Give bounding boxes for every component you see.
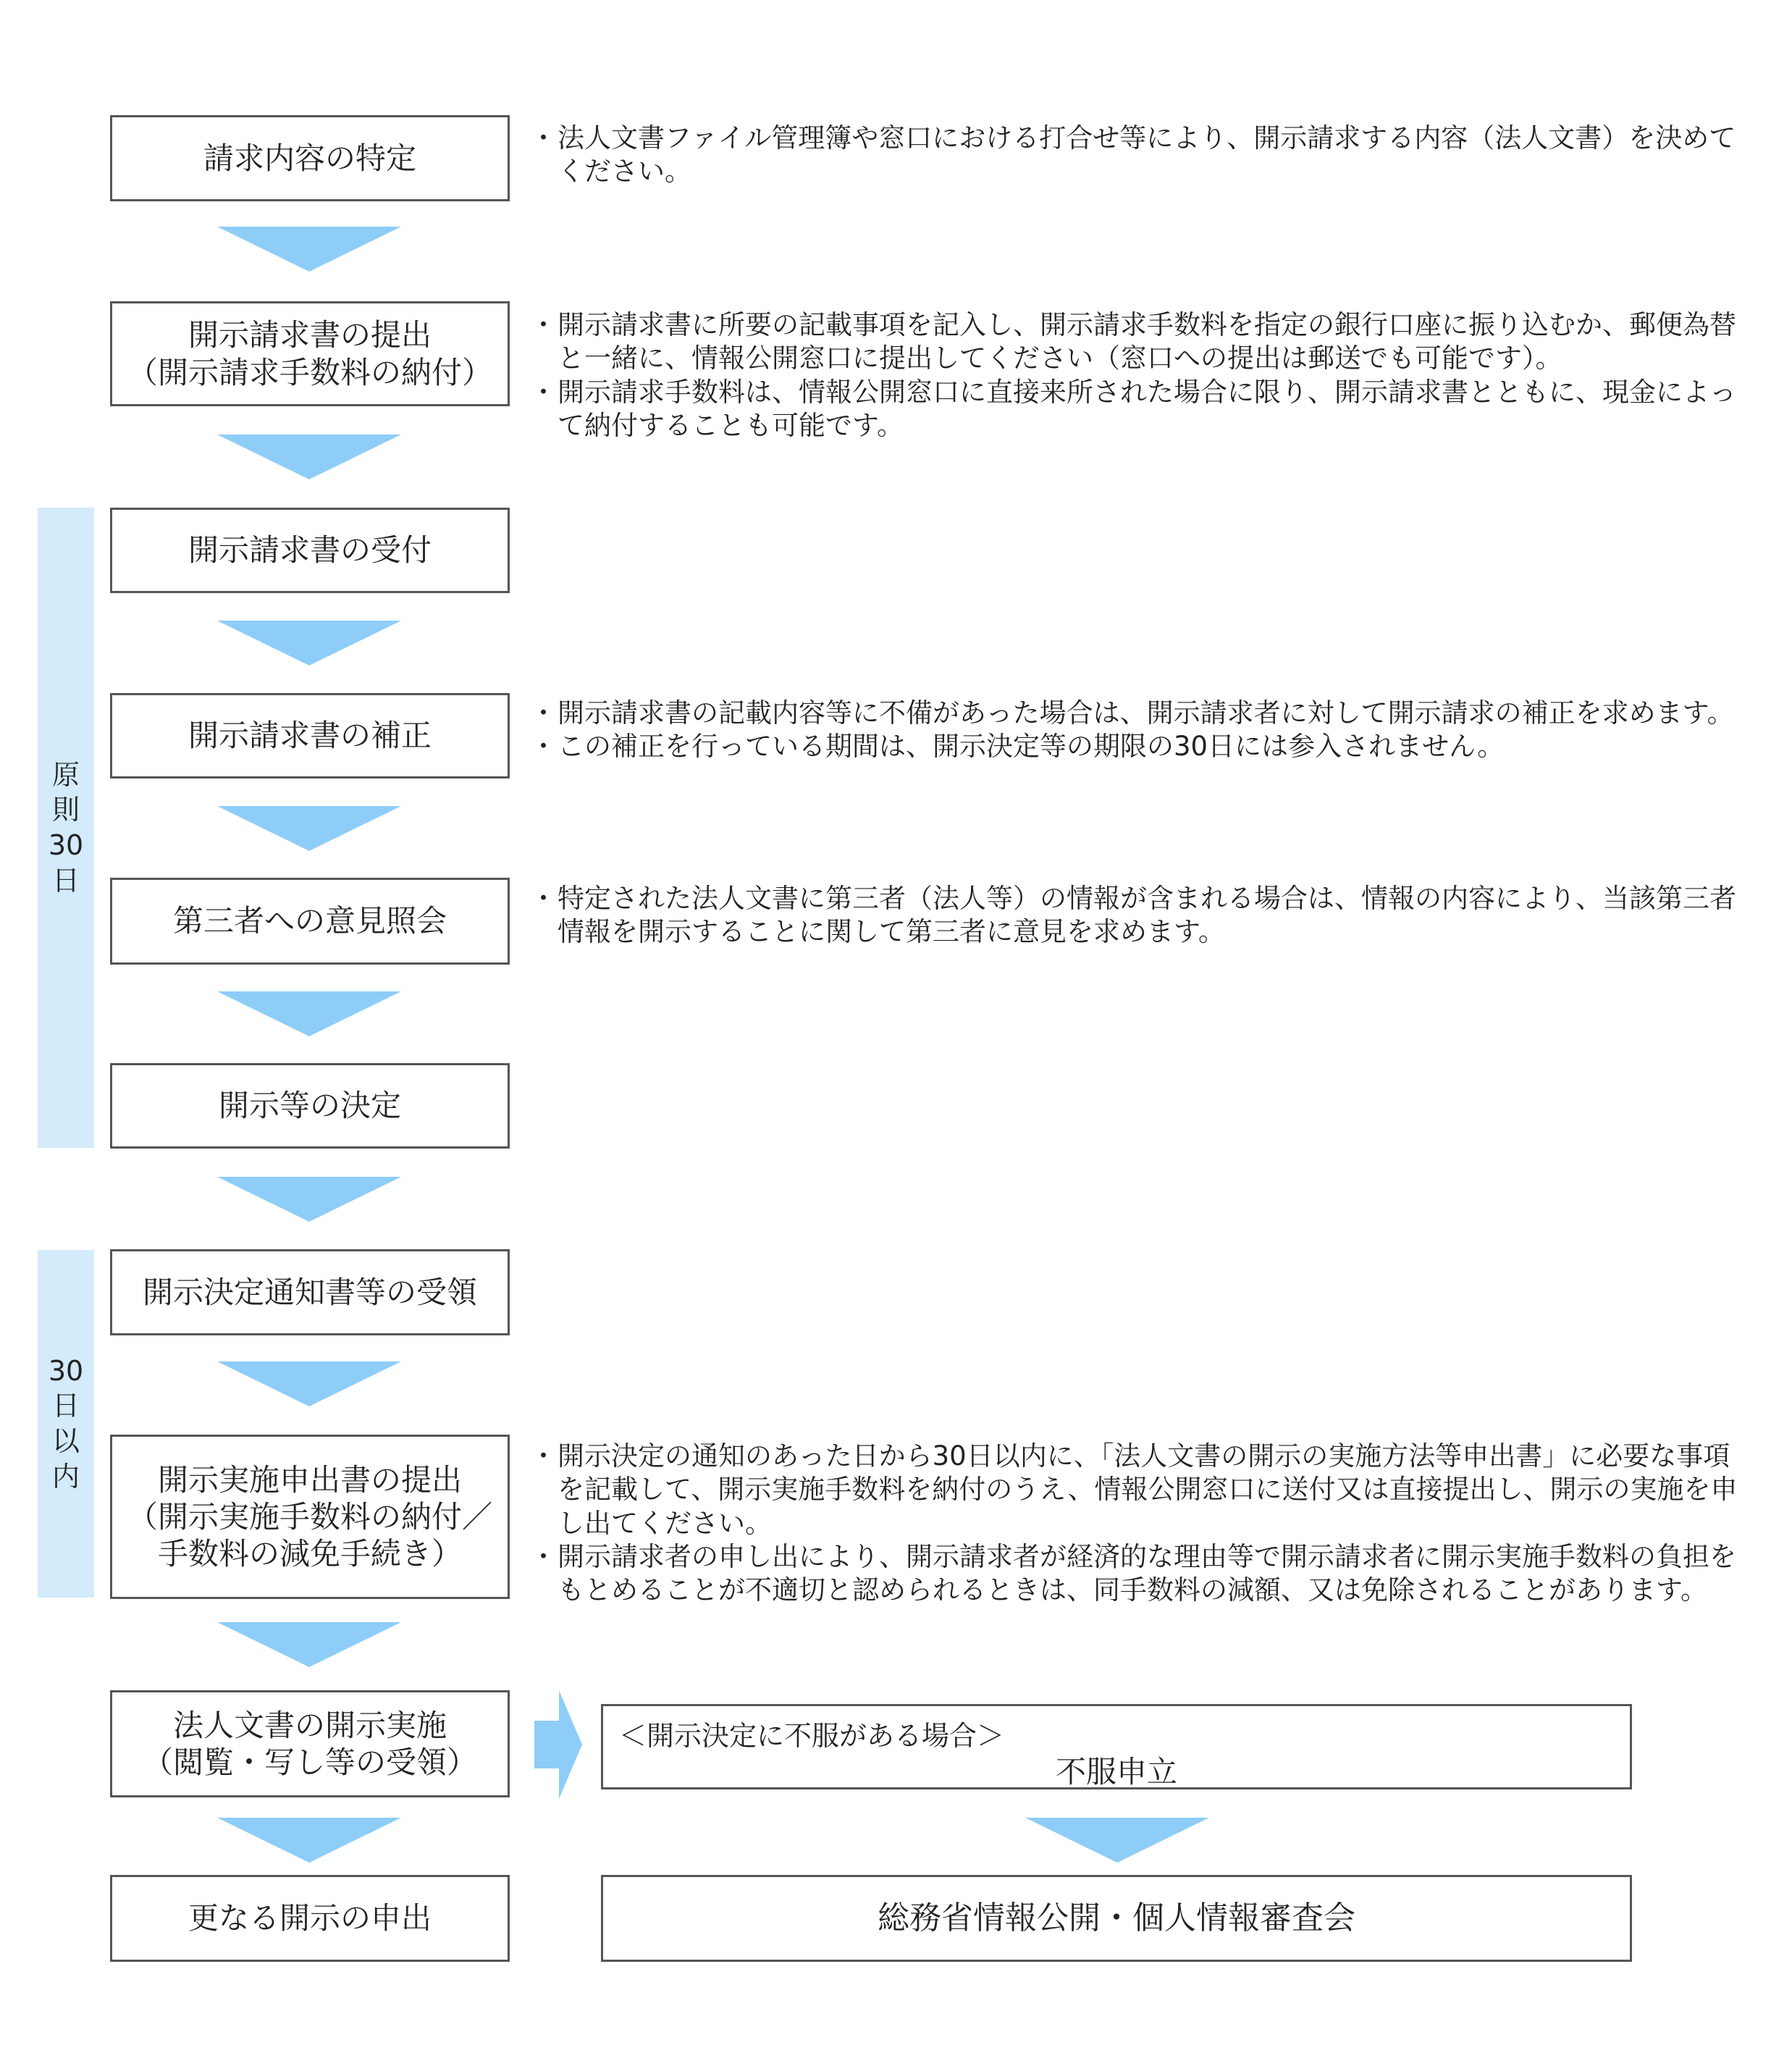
band-char: 30 bbox=[48, 829, 84, 861]
flow-arrow-right-icon bbox=[534, 1690, 582, 1799]
note-item: ・ 開示請求者の申し出により、開示請求者が経済的な理由等で開示請求者に開示実施手数料の負担をもとめることが不適切と認められるときは、同手数料の減額、又は免除されることがあります。 bbox=[534, 1540, 1751, 1608]
step-receipt bbox=[110, 508, 510, 593]
flow-arrow-down-icon bbox=[217, 1177, 401, 1222]
step-label: 開示請求書の提出 bbox=[188, 317, 432, 353]
step-submit-request bbox=[110, 301, 510, 406]
review-board-box bbox=[601, 1875, 1632, 1962]
note-item: ・ 開示請求手数料は、情報公開窓口に直接来所された場合に限り、開示請求書とともに、現金によって納付することも可能です。 bbox=[534, 376, 1751, 443]
flow-arrow-down-icon bbox=[217, 806, 401, 851]
step-request-content bbox=[110, 115, 510, 201]
note-item: ・ 開示請求書に所要の記載事項を記入し、開示請求手数料を指定の銀行口座に振り込むか、郵便為替と一緒に、情報公開窓口に提出してください（窓口への提出は郵送でも可能です）。 bbox=[534, 309, 1751, 376]
step-label: （開示実施手数料の納付／ bbox=[127, 1498, 492, 1535]
step-label: （閲覧・写し等の受領） bbox=[142, 1745, 477, 1780]
objection-box bbox=[601, 1704, 1632, 1789]
step-label: 更なる開示の申出 bbox=[188, 1900, 432, 1936]
step-receive-notice bbox=[110, 1249, 510, 1335]
period-band-within-30-days bbox=[38, 1250, 94, 1598]
note-item: ・ 法人文書ファイル管理簿や窓口における打合せ等により、開示請求する内容（法人文書）を決めてください。 bbox=[534, 122, 1751, 189]
note-item: ・ 開示請求書の記載内容等に不備があった場合は、開示請求者に対して開示請求の補正を求めます。 bbox=[534, 697, 1751, 730]
note-third-party bbox=[534, 882, 1751, 949]
step-label: 開示請求書の補正 bbox=[188, 718, 432, 754]
step-label: 第三者への意見照会 bbox=[172, 903, 447, 939]
step-label: 開示実施申出書の提出 bbox=[157, 1461, 462, 1498]
step-correction bbox=[110, 693, 510, 779]
step-decision bbox=[110, 1063, 510, 1149]
step-disclosure-implementation bbox=[110, 1690, 510, 1797]
period-band-principle-30-days bbox=[38, 508, 94, 1148]
review-board-label: 総務省情報公開・個人情報審査会 bbox=[878, 1900, 1355, 1937]
note-submission bbox=[534, 309, 1751, 442]
step-label: 法人文書の開示実施 bbox=[172, 1707, 447, 1743]
step-implementation-request bbox=[110, 1435, 510, 1599]
step-label: 手数料の減免手続き） bbox=[157, 1536, 462, 1572]
objection-condition: ＜開示決定に不服がある場合＞ bbox=[619, 1720, 1005, 1752]
flow-arrow-down-icon bbox=[217, 1818, 401, 1863]
step-third-party-inquiry bbox=[110, 878, 510, 965]
note-implementation bbox=[534, 1440, 1751, 1607]
flow-arrow-down-icon bbox=[217, 1622, 401, 1667]
step-label: 開示決定通知書等の受領 bbox=[142, 1274, 477, 1310]
step-label: 請求内容の特定 bbox=[203, 140, 416, 176]
note-item: ・ 開示決定の通知のあった日から30日以内に、「法人文書の開示の実施方法等申出書」に必要な事項を記載して、開示実施手数料を納付のうえ、情報公開窓口に送付又は直接提出し、開示の実施を申し出てください。 bbox=[534, 1440, 1751, 1540]
band-char: 以 bbox=[51, 1425, 80, 1457]
note-correction bbox=[534, 697, 1751, 764]
note-request-content bbox=[534, 122, 1751, 189]
step-label: 開示等の決定 bbox=[218, 1088, 401, 1124]
note-item: ・ 特定された法人文書に第三者（法人等）の情報が含まれる場合は、情報の内容により、当該第三者情報を開示することに関して第三者に意見を求めます。 bbox=[534, 882, 1751, 949]
note-item: ・ この補正を行っている期間は、開示決定等の期限の30日には参入されません。 bbox=[534, 730, 1751, 763]
objection-label: 不服申立 bbox=[1055, 1754, 1177, 1789]
band-char: 日 bbox=[51, 864, 80, 897]
band-char: 内 bbox=[51, 1460, 80, 1493]
step-further-disclosure bbox=[110, 1875, 510, 1962]
band-char: 30 bbox=[48, 1354, 84, 1387]
step-label: （開示請求手数料の納付） bbox=[127, 354, 492, 390]
flow-arrow-down-icon bbox=[217, 621, 401, 666]
band-char: 原 bbox=[51, 758, 80, 791]
band-char: 日 bbox=[51, 1390, 80, 1422]
flow-arrow-down-icon bbox=[217, 991, 401, 1036]
flow-arrow-down-icon bbox=[217, 227, 401, 272]
flow-arrow-down-icon bbox=[217, 435, 401, 479]
flow-arrow-down-icon bbox=[1025, 1818, 1209, 1863]
band-char: 則 bbox=[51, 794, 80, 826]
flow-arrow-down-icon bbox=[217, 1361, 401, 1406]
step-label: 開示請求書の受付 bbox=[188, 532, 432, 568]
